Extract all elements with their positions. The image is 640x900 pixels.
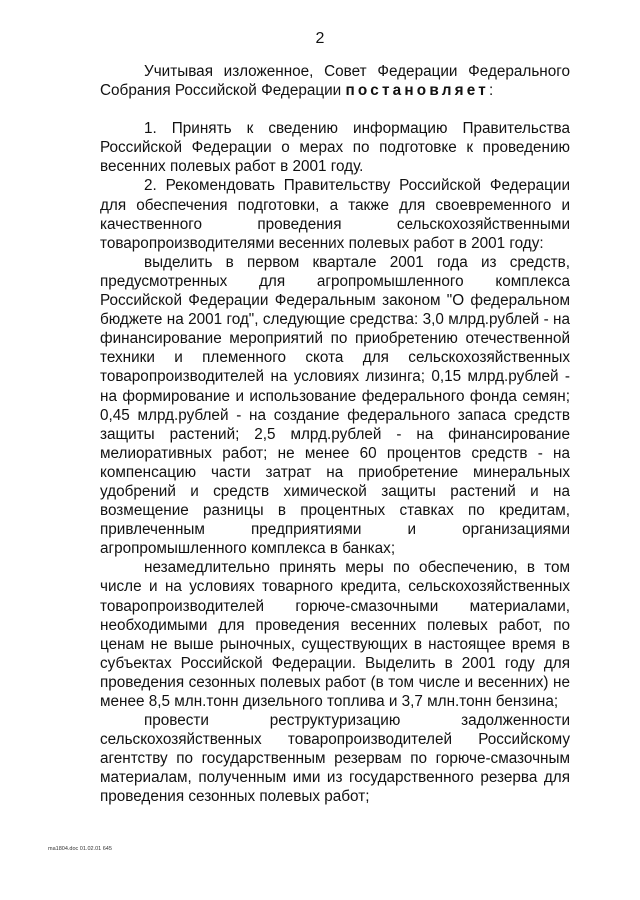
preamble-paragraph [100, 62, 570, 100]
preamble-keyword: постановляет [345, 82, 489, 100]
preamble-text: Учитывая изложенное, Совет Федерации Федерального Собрания Российской Федерации [100, 63, 570, 100]
paragraph-3: выделить в первом квартале 2001 года из средств, предусмотренных для агропромышленного комплекса Российской Федерации Федеральным законом "О федеральном бюджете на 2001 год", следующие средства: 3,0 млрд.рублей - на финансирование мероприятий по приобретению отечественной техники и племенного скота для сельскохозяйственных товаропроизводителей на условиях лизинга; 0,15 млрд.рублей - на формирование и использование федерального фонда семян; 0,45 млрд.рублей - на создание федерального запаса средств защиты растений; 2,5 млрд.рублей - на финансирование мелиоративных работ; не менее 60 процентов средств - на компенсацию части затрат на приобретение минеральных удобрений и средств химической защиты растений и на возмещение разницы в процентных ставках по кредитам, привлеченным предприятиями и организациями агропромышленного комплекса в банках; [100, 253, 570, 558]
file-footer: ma1804.doc 01.02.01 645 [48, 846, 112, 852]
page-number: 2 [315, 30, 325, 47]
paragraph-2: 2. Рекомендовать Правительству Российской Федерации для обеспечения подготовки, а также для своевременного и качественного проведения сельскохозяйственными товаропроизводителями весенних полевых работ в 2001 году: [100, 177, 570, 252]
document-body [100, 62, 570, 807]
paragraph-4: незамедлительно принять меры по обеспечению, в том числе и на условиях товарного кредита, сельскохозяйственных товаропроизводителей горюче-смазочными материалами, необходимыми для проведения весенних полевых работ, по ценам не выше рыночных, существующих в настоящее время в субъектах Российской Федерации. Выделить в 2001 году для проведения сезонных полевых работ (в том числе и весенних) не менее 8,5 млн.тонн дизельного топлива и 3,7 млн.тонн бензина; [100, 559, 570, 710]
preamble-colon: : [488, 82, 494, 100]
paragraph-1: 1. Принять к сведению информацию Правительства Российской Федерации о мерах по подготовке к проведению весенних полевых работ в 2001 году. [100, 120, 570, 176]
paragraph-5: провести реструктуризацию задолженности сельскохозяйственных товаропроизводителей Российскому агентству по государственным резервам по горюче-смазочным материалам, полученным ими из государственного резерва для проведения сезонных полевых работ; [100, 712, 570, 806]
